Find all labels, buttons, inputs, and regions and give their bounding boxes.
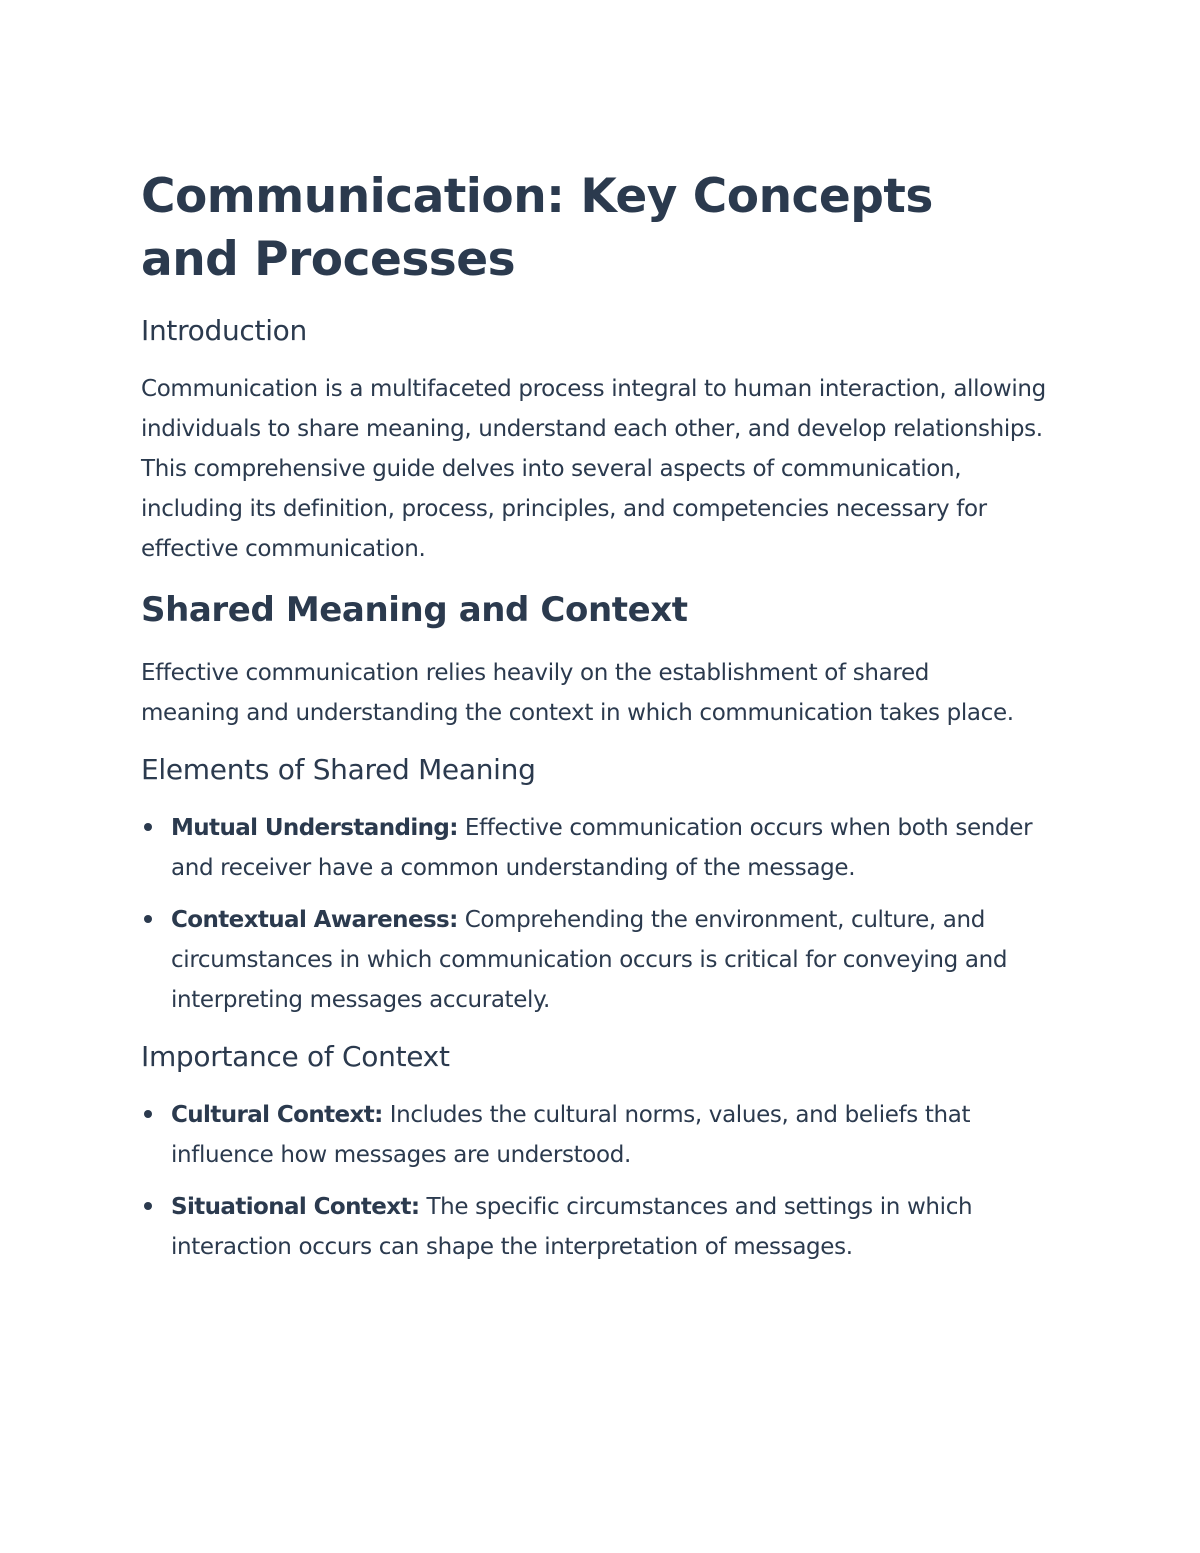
- shared-meaning-paragraph: Effective communication relies heavily on the establishment of shared meaning and understanding the context in which communication takes place.: [141, 660, 1014, 726]
- list-item: [141, 808, 1051, 888]
- list-item-text: Effective communication occurs when both sender and receiver have a common understanding of the message.: [171, 815, 1033, 881]
- list-item-term: Mutual Understanding:: [171, 815, 458, 841]
- bullet-icon: [144, 1110, 152, 1118]
- bullet-icon: [144, 915, 152, 923]
- elements-heading: Elements of Shared Meaning: [141, 753, 536, 786]
- list-item-term: Situational Context:: [171, 1194, 420, 1220]
- bullet-icon: [144, 823, 152, 831]
- context-heading: Importance of Context: [141, 1040, 450, 1073]
- list-item: [141, 900, 1051, 1020]
- list-item-term: Cultural Context:: [171, 1102, 383, 1128]
- shared-meaning-heading: Shared Meaning and Context: [141, 590, 688, 630]
- list-item-text: The specific circumstances and settings in which interaction occurs can shape the interpretation of messages.: [171, 1194, 973, 1260]
- introduction-paragraph: Communication is a multifaceted process integral to human interaction, allowing individuals to share meaning, understand each other, and develop relationships. This comprehensive guide delves into several aspects of communication, including its definition, process, principles, and competencies necessary for effective communication.: [141, 376, 1046, 562]
- elements-list: [141, 808, 1061, 1020]
- context-list: [141, 1095, 1061, 1267]
- list-item: [141, 1095, 1051, 1175]
- list-item: [141, 1187, 1051, 1267]
- document-title: Communication: Key Concepts and Processes: [141, 169, 933, 287]
- document-page: [141, 165, 1061, 1267]
- list-item-term: Contextual Awareness:: [171, 907, 458, 933]
- introduction-heading: Introduction: [141, 314, 307, 347]
- bullet-icon: [144, 1202, 152, 1210]
- list-item-text: Comprehending the environment, culture, and circumstances in which communication occurs is critical for conveying and interpreting messages accurately.: [171, 907, 1008, 1013]
- list-item-text: Includes the cultural norms, values, and beliefs that influence how messages are understood.: [171, 1102, 971, 1168]
